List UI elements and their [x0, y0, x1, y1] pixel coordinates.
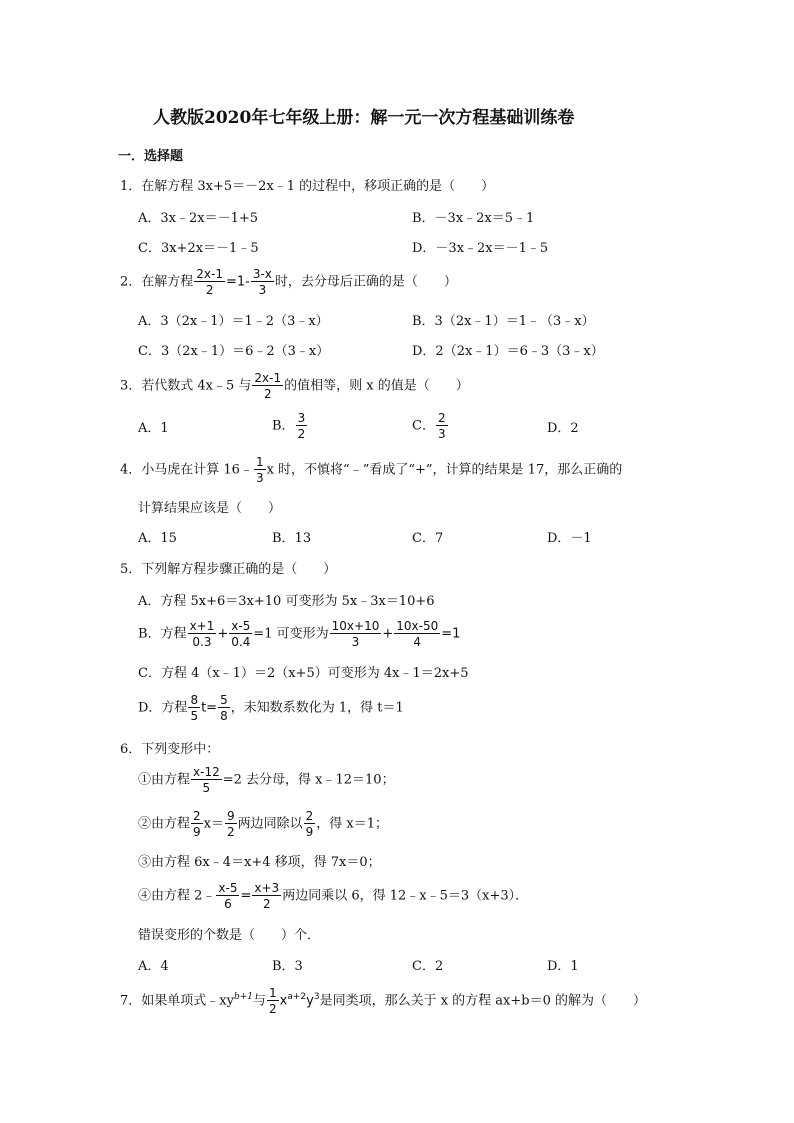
q7-exp-2: a+2 — [287, 992, 307, 1003]
q6-i4-f1-num: x-5 — [218, 881, 238, 895]
q5-d-f2-num: 5 — [220, 693, 228, 707]
q5-d-prefix: D．方程 — [138, 700, 188, 716]
q4-f-den: 3 — [255, 471, 264, 485]
q5-d-fraction-2 — [218, 694, 230, 722]
question-5-stem: 5．下列解方程步骤正确的是（ ） — [120, 562, 337, 577]
q6-i4-mid: = — [240, 888, 252, 904]
q5-b-op: + — [217, 626, 229, 642]
q6-i4-fraction-2 — [252, 882, 281, 910]
q5-b-f2-den: 0.4 — [231, 635, 251, 649]
q2-option-b: B．3（2x﹣1）＝1﹣（3﹣x） — [412, 314, 595, 329]
q5-d-f1-num: 8 — [190, 693, 199, 707]
question-4-stem — [120, 456, 622, 484]
q5-b-mid: =1 可变形为 — [253, 626, 329, 642]
q2-fraction-2 — [251, 268, 274, 296]
q5-b-op2: + — [382, 626, 394, 642]
q5-b-f2-num: x-5 — [231, 619, 251, 633]
q2-option-a: A．3（2x﹣1）＝1﹣2（3﹣x） — [138, 314, 329, 329]
q6-item-2 — [138, 810, 388, 838]
q2-option-d: D．2（2x﹣1）＝6﹣3（3﹣x） — [412, 344, 604, 359]
q6-item-3: ③由方程 6x﹣4＝x+4 移项，得 7x＝0； — [138, 855, 381, 870]
q2-mid: =1- — [225, 274, 250, 290]
q6-item-1 — [138, 766, 395, 794]
q3-c-num: 2 — [437, 411, 446, 425]
q5-b-f4-num: 10x-50 — [396, 619, 439, 633]
page-title: 人教版2020年七年级上册：解一元一次方程基础训练卷 — [153, 108, 575, 128]
q6-i1-fraction — [191, 766, 222, 794]
q5-b-fraction-4 — [394, 620, 440, 648]
q2-option-c: C．3（2x﹣1）＝6﹣2（3﹣x） — [138, 344, 330, 359]
q4-option-a: A．15 — [138, 531, 177, 546]
section-heading: 一．选择题 — [118, 149, 184, 164]
question-7-stem — [120, 987, 646, 1015]
q5-b-f4-den: 4 — [413, 635, 422, 649]
q1-option-c: C．3x+2x＝－1﹣5 — [138, 241, 259, 256]
q4-option-c: C．7 — [412, 531, 444, 546]
q6-option-b: B．3 — [272, 959, 303, 974]
q3-f-num: 2x-1 — [254, 371, 282, 385]
q7-f-den: 2 — [269, 1002, 277, 1016]
q6-i4-f2-num: x+3 — [254, 881, 280, 895]
q5-b-fraction-3 — [330, 620, 382, 648]
q6-i4-prefix: ④由方程 2﹣ — [138, 888, 216, 904]
q7-y: y — [306, 993, 314, 1009]
q5-b-prefix: B．方程 — [138, 626, 187, 642]
q6-i4-suffix: 两边同乘以 6，得 12﹣x﹣5＝3（x+3）． — [282, 888, 529, 904]
q6-i2-suffix: ，得 x＝1； — [316, 816, 389, 832]
q4-suffix: x 时，不慎将“﹣”看成了“+”，计算的结果是 17，那么正确的 — [266, 462, 623, 478]
q7-f-num: 1 — [269, 986, 277, 1000]
q3-fraction — [252, 372, 283, 400]
q3-option-a: A．1 — [138, 421, 169, 436]
q5-b-f1-num: x+1 — [189, 619, 215, 633]
q6-i2-f3-den: 9 — [305, 825, 314, 839]
q6-i1-den: 5 — [202, 781, 211, 795]
q6-i2-fraction-1 — [191, 810, 203, 838]
q5-option-c: C．方程 4（x﹣1）＝2（x+5）可变形为 4x﹣1＝2x+5 — [138, 666, 469, 681]
q6-item-4 — [138, 882, 528, 910]
q7-x: x — [279, 993, 288, 1009]
q6-i2-mid2: 两边同除以 — [237, 816, 303, 832]
q6-i2-f2-den: 2 — [227, 825, 235, 839]
q3-option-c-fraction — [436, 412, 448, 440]
q2-f2-den: 3 — [258, 283, 267, 297]
q7-prefix: 7．如果单项式﹣xy — [120, 993, 234, 1009]
q4-fraction — [254, 456, 266, 484]
q5-b-f3-num: 10x+10 — [331, 619, 380, 633]
q6-i2-f1-den: 9 — [193, 825, 201, 839]
q3-b-num: 3 — [297, 411, 306, 425]
q6-i2-f2-num: 9 — [227, 809, 235, 823]
q7-mid: 与 — [252, 993, 266, 1009]
q3-option-c — [412, 412, 449, 440]
q6-i1-suffix: =2 去分母，得 x﹣12＝10； — [222, 772, 395, 788]
q4-prefix: 4．小马虎在计算 16﹣ — [120, 462, 253, 478]
q5-b-fraction-2 — [229, 620, 252, 648]
q4-line-2: 计算结果应该是（ ） — [138, 501, 282, 516]
q3-option-b — [272, 412, 308, 440]
question-3-stem — [120, 372, 469, 400]
q1-option-d: D．－3x﹣2x＝－1﹣5 — [412, 241, 549, 256]
q2-fraction-1 — [194, 268, 225, 296]
q5-b-end: =1 — [441, 626, 461, 642]
q6-i2-prefix: ②由方程 — [138, 816, 191, 832]
q7-fraction — [267, 987, 279, 1015]
q4-f-num: 1 — [255, 455, 264, 469]
q6-i4-fraction-1 — [216, 882, 239, 910]
q3-option-c-label: C． — [412, 418, 435, 434]
q6-option-a: A．4 — [138, 959, 169, 974]
q5-d-f2-den: 8 — [220, 709, 228, 723]
q1-option-b: B．－3x﹣2x＝5﹣1 — [412, 211, 535, 226]
q3-option-b-label: B． — [272, 418, 295, 434]
q6-count-prompt: 错误变形的个数是（ ）个． — [138, 928, 321, 943]
q4-option-b: B．13 — [272, 531, 312, 546]
q7-exp-3: 3 — [313, 992, 320, 1003]
q5-b-f3-den: 3 — [351, 635, 360, 649]
q2-f1-num: 2x-1 — [196, 267, 223, 281]
q7-exp-1: b+1 — [233, 992, 253, 1003]
q3-b-den: 2 — [297, 427, 306, 441]
q6-i2-f1-num: 2 — [193, 809, 201, 823]
q2-suffix: 时，去分母后正确的是（ ） — [274, 274, 457, 290]
q3-prefix: 3．若代数式 4x﹣5 与 — [120, 378, 252, 394]
q2-prefix: 2．在解方程 — [120, 274, 194, 290]
q3-c-den: 3 — [437, 427, 446, 441]
q6-option-d: D．1 — [547, 959, 579, 974]
q5-d-fraction-1 — [188, 694, 200, 722]
q4-option-d: D．－1 — [547, 531, 592, 546]
question-6-stem: 6．下列变形中： — [120, 742, 220, 757]
q5-d-mid: t= — [201, 700, 218, 716]
q5-d-f1-den: 5 — [190, 709, 199, 723]
q6-i1-num: x-12 — [193, 765, 220, 779]
q7-suffix: 是同类项，那么关于 x 的方程 ax+b＝0 的解为（ ） — [319, 993, 647, 1009]
q6-i4-f2-den: 2 — [262, 897, 271, 911]
q6-i2-mid: x＝ — [203, 816, 224, 832]
question-2-stem — [120, 268, 457, 296]
q1-option-a: A．3x﹣2x＝－1+5 — [138, 211, 259, 226]
q6-i4-f1-den: 6 — [224, 897, 232, 911]
q5-option-a: A．方程 5x+6＝3x+10 可变形为 5x﹣3x＝10+6 — [138, 594, 435, 609]
q2-f1-den: 2 — [205, 283, 214, 297]
q6-i1-prefix: ①由方程 — [138, 772, 191, 788]
q6-i2-fraction-2 — [225, 810, 237, 838]
q3-option-b-fraction — [296, 412, 308, 440]
q6-i2-fraction-3 — [304, 810, 316, 838]
q5-option-b — [138, 620, 460, 648]
q5-d-suffix: ，未知数系数化为 1，得 t＝1 — [230, 700, 404, 716]
q5-b-f1-den: 0.3 — [192, 635, 212, 649]
q6-i2-f3-num: 2 — [305, 809, 314, 823]
question-1-stem: 1．在解方程 3x+5＝－2x﹣1 的过程中，移项正确的是（ ） — [120, 179, 495, 194]
q2-f2-num: 3-x — [252, 267, 272, 281]
q5-option-d — [138, 694, 404, 722]
q3-suffix: 的值相等，则 x 的值是（ ） — [284, 378, 469, 394]
q3-option-d: D．2 — [547, 421, 579, 436]
q5-b-fraction-1 — [188, 620, 217, 648]
q3-f-den: 2 — [263, 387, 272, 401]
q6-option-c: C．2 — [412, 959, 444, 974]
